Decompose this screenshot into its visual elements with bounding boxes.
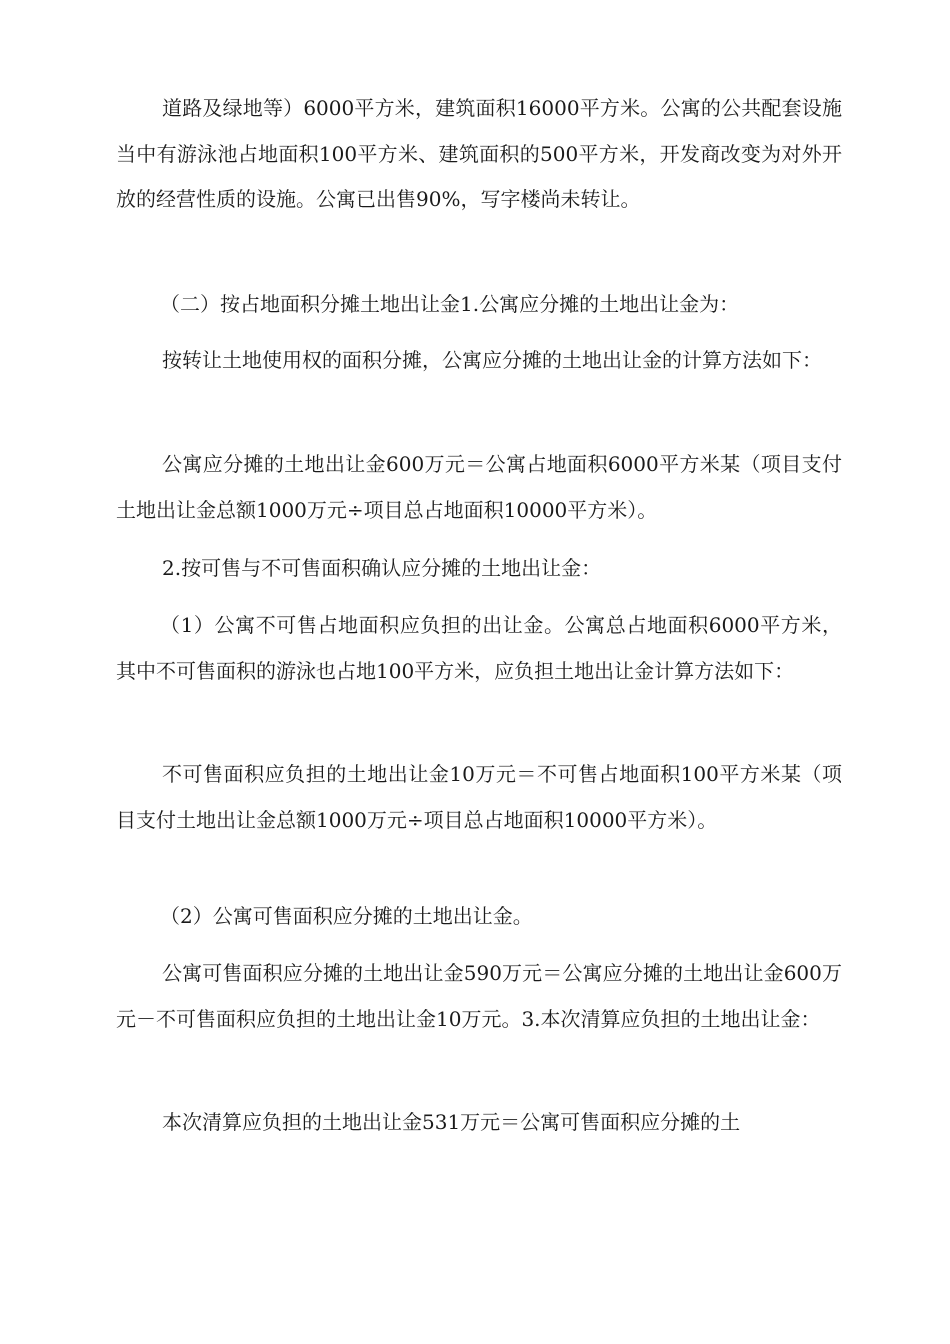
paragraph-saleable-formula: 公寓可售面积应分摊的土地出让金590万元＝公寓应分摊的土地出让金600万元－不可售面积应负担的土地出让金10万元。3.本次清算应负担的土地出让金：	[116, 961, 842, 1031]
paragraph-section-two-heading: （二）按占地面积分摊土地出让金1.公寓应分摊的土地出让金为：	[160, 292, 740, 316]
paragraph-non-saleable-formula: 不可售面积应负担的土地出让金10万元＝不可售占地面积100平方米某（项目支付土地出让金总额1000万元÷项目总占地面积10000平方米）。	[116, 762, 842, 832]
paragraph-method-intro: 按转让土地使用权的面积分摊，公寓应分摊的土地出让金的计算方法如下：	[162, 348, 822, 372]
paragraph-saleable-heading: （2）公寓可售面积应分摊的土地出让金。	[160, 904, 533, 928]
paragraph-clearing-formula: 本次清算应负担的土地出让金531万元＝公寓可售面积应分摊的土	[162, 1110, 741, 1134]
paragraph-non-saleable-burden: （1）公寓不可售占地面积应负担的出让金。公寓总占地面积6000平方米，其中不可售面积的游泳也占地100平方米，应负担土地出让金计算方法如下：	[116, 613, 842, 683]
paragraph-apartment-share-formula: 公寓应分摊的土地出让金600万元＝公寓占地面积6000平方米某（项目支付土地出让金总额1000万元÷项目总占地面积10000平方米）。	[116, 452, 842, 522]
paragraph-step-two-heading: 2.按可售与不可售面积确认应分摊的土地出让金：	[162, 556, 602, 580]
paragraph-project-area: 道路及绿地等）6000平方米，建筑面积16000平方米。公寓的公共配套设施当中有游泳池占地面积100平方米、建筑面积的500平方米，开发商改变为对外开放的经营性质的设施。公寓已出售90%，写字楼尚未转让。	[116, 96, 842, 211]
